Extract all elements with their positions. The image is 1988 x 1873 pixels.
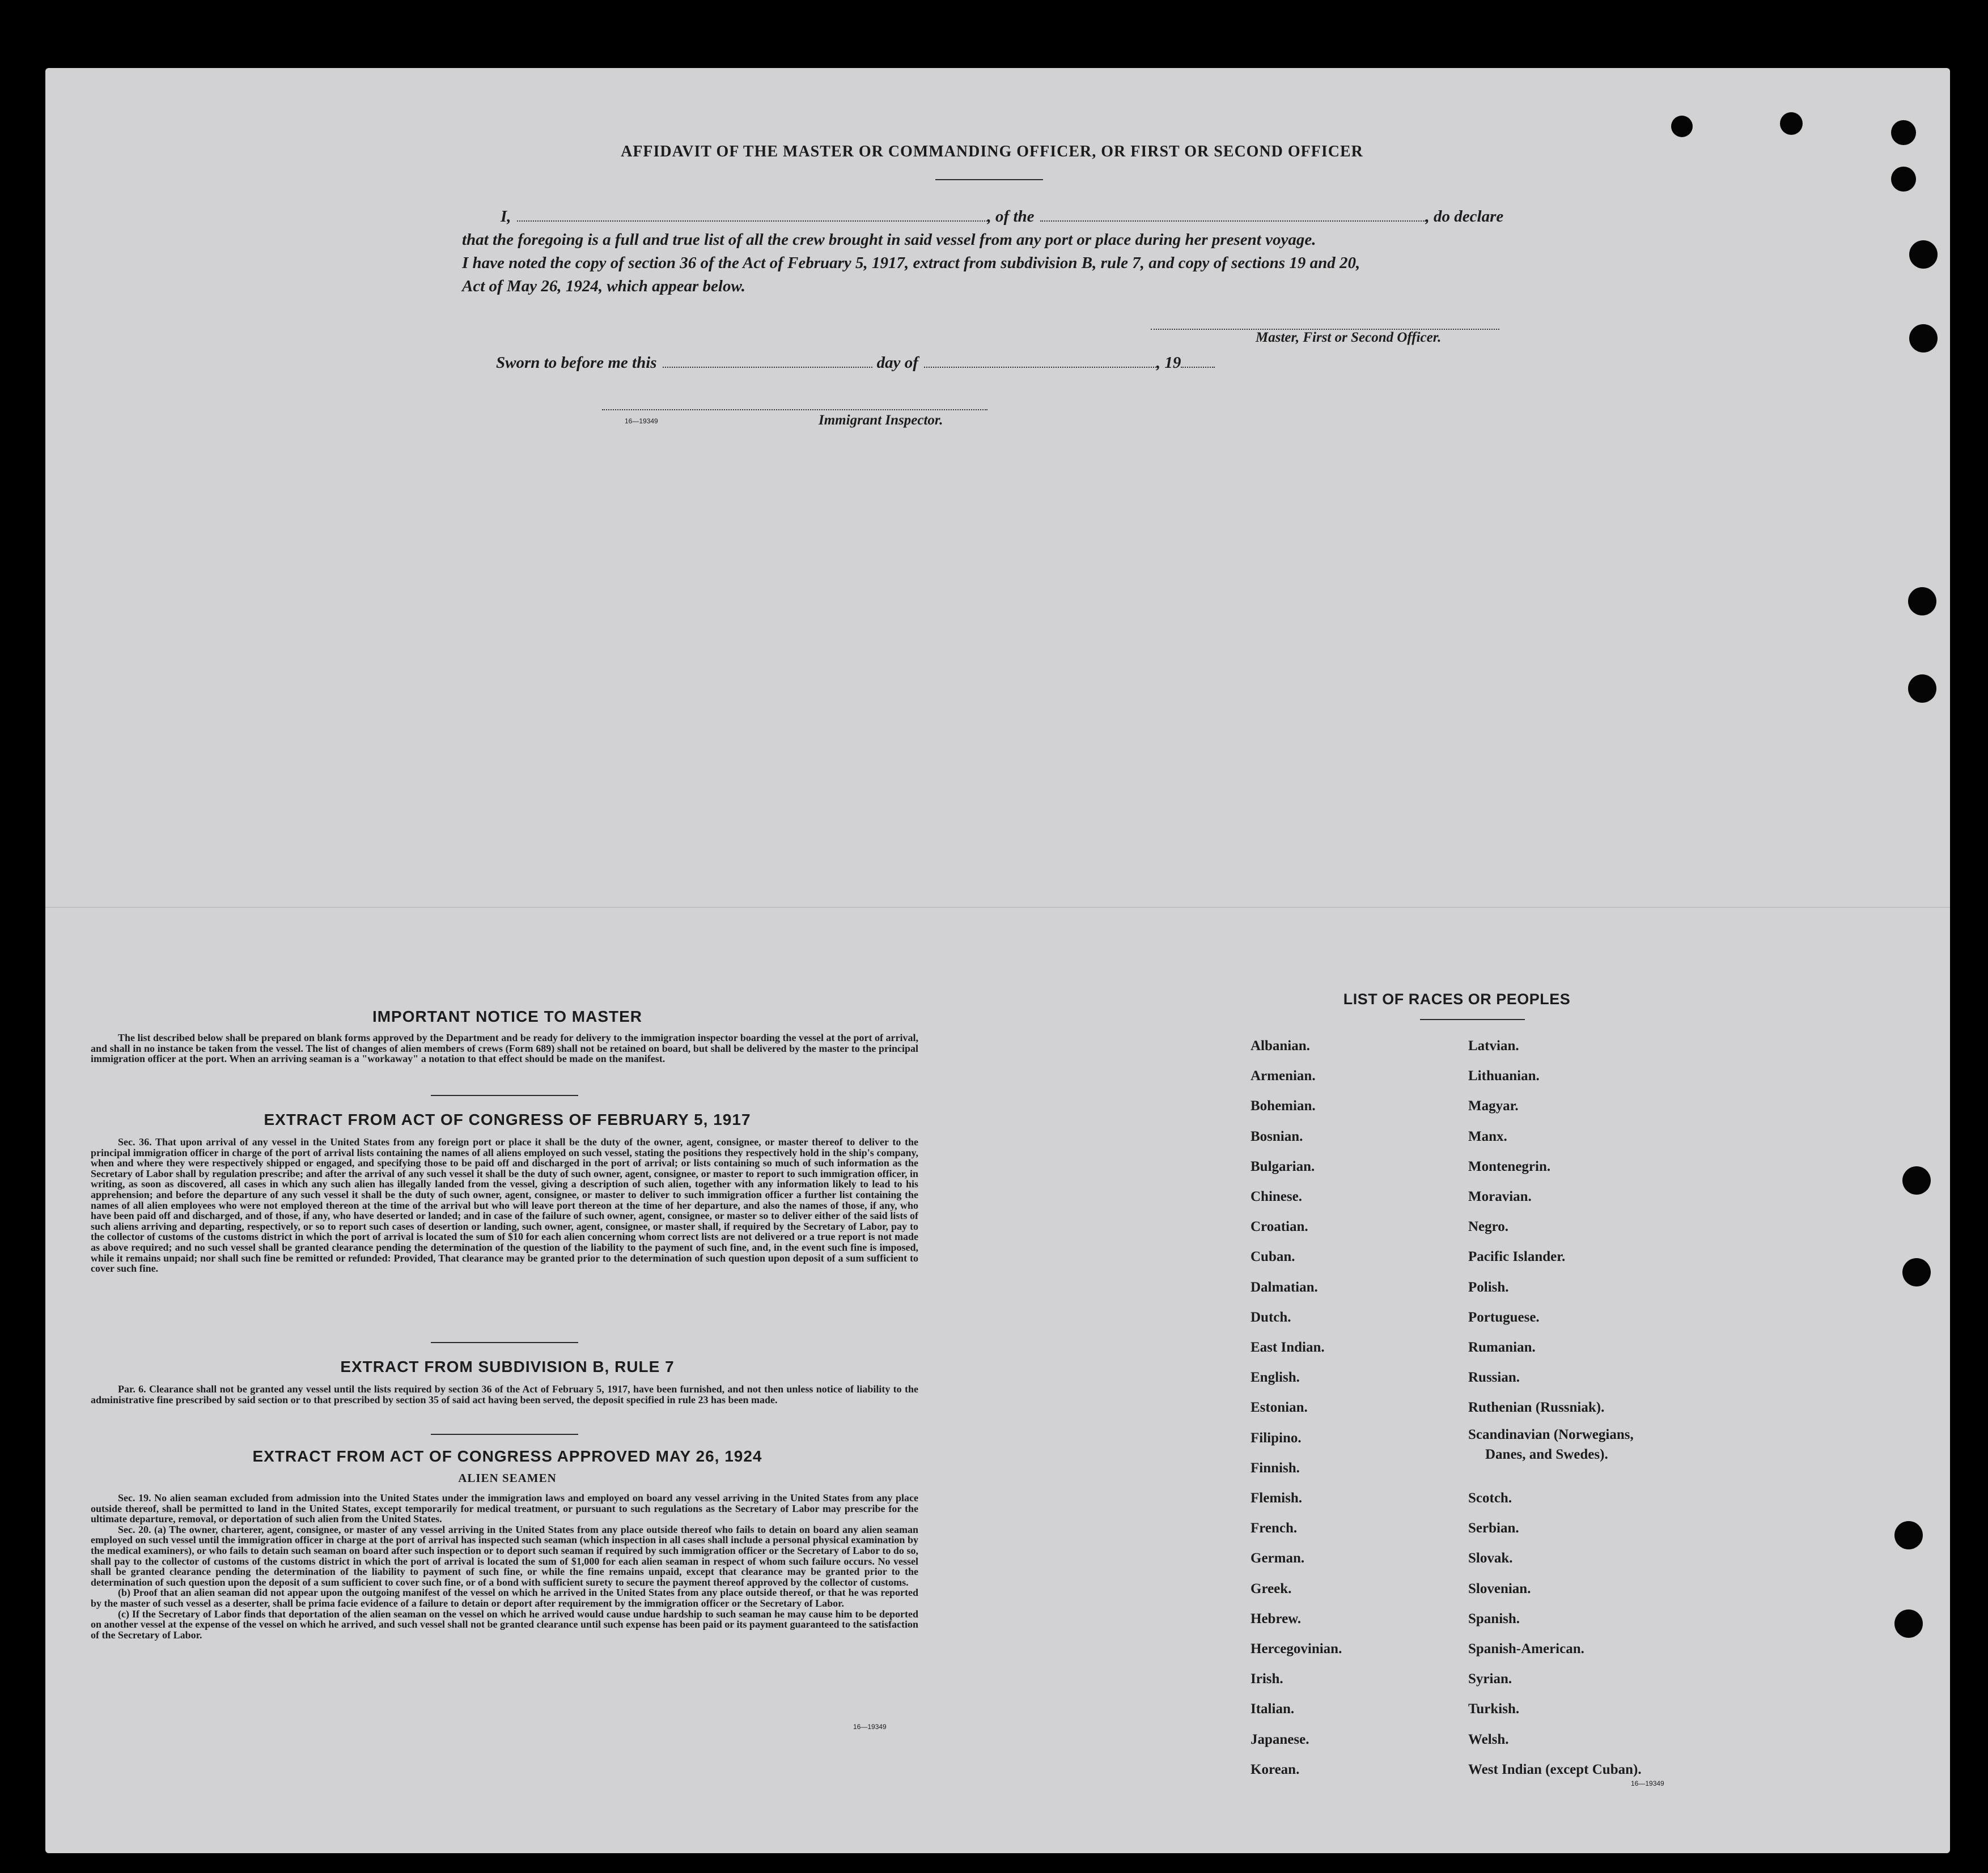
fold-line bbox=[45, 907, 1950, 908]
binder-hole bbox=[1894, 1609, 1923, 1638]
race-item: Spanish-American. bbox=[1468, 1641, 1584, 1657]
inspector-signature-line[interactable] bbox=[602, 409, 987, 410]
race-item: French. bbox=[1251, 1521, 1298, 1536]
race-item: Moravian. bbox=[1468, 1189, 1532, 1204]
race-item: Dutch. bbox=[1251, 1309, 1291, 1325]
year-blank[interactable] bbox=[1181, 355, 1215, 368]
race-item: Hercegovinian. bbox=[1251, 1641, 1342, 1657]
race-item: English. bbox=[1251, 1370, 1300, 1386]
section-19: Sec. 19. No alien seaman excluded from admission into the United States under the immigration laws and employed on board any vessel arriving in the United States from any place outside thereof, shall be permitted to land in the United States, except temporarily for medical treatment, or pursuant to such regulations as the Secretary of Labor may prescribe for the ultimate departure, removal, or deportation of such alien from the United States. bbox=[91, 1492, 918, 1525]
form-number-left: 16—19349 bbox=[853, 1723, 887, 1731]
race-item: Scandinavian (Norwegians, bbox=[1468, 1427, 1634, 1443]
race-item: Irish. bbox=[1251, 1671, 1283, 1687]
race-item: Spanish. bbox=[1468, 1611, 1520, 1626]
declaration-line-1 bbox=[462, 205, 1522, 228]
race-item: Croatian. bbox=[1251, 1219, 1308, 1235]
notice-text: The list described below shall be prepared on blank forms approved by the Department and be ready for delivery to the immigration inspector boarding the vessel at the port of arrival, and shall in no instance be taken from the vessel. The list of changes of alien members of crews (Form 689) shall not be retained on board, but shall be delivered by the master to the principal immigration officer at the port. When an arriving seaman is a "workaway" a notation to that effect should be made on the manifest. bbox=[91, 1032, 918, 1065]
race-item: West Indian (except Cuban). bbox=[1468, 1761, 1642, 1777]
section-20c: (c) If the Secretary of Labor finds that deportation of the alien seaman on the vessel on which he arrived would cause undue hardship to such seaman he may cause him to be deported on another vessel at the expense of the vessel on which he arrived, and such vessel shall not be granted clearance until such expense has been paid or its payment guaranteed to the satisfaction of the Secretary of Labor. bbox=[91, 1608, 918, 1641]
declarant-prefix: I, bbox=[501, 207, 511, 226]
race-item: Ruthenian (Russniak). bbox=[1468, 1400, 1605, 1416]
extract-1924-text bbox=[91, 1493, 918, 1640]
declaration-line-4: Act of May 26, 1924, which appear below. bbox=[462, 277, 745, 295]
race-item: Greek. bbox=[1251, 1581, 1292, 1596]
of-the-label: , of the bbox=[987, 207, 1035, 226]
binder-hole bbox=[1891, 120, 1916, 145]
binder-hole bbox=[1902, 1166, 1931, 1195]
race-item: Chinese. bbox=[1251, 1189, 1302, 1204]
extract-1924-subtitle: ALIEN SEAMEN bbox=[458, 1471, 557, 1485]
race-item: Latvian. bbox=[1468, 1038, 1519, 1054]
declaration-line-2: that the foregoing is a full and true list of all the crew brought in said vessel from any port or place during her present voyage. bbox=[462, 231, 1316, 249]
race-item: Armenian. bbox=[1251, 1068, 1316, 1084]
binder-hole bbox=[1908, 674, 1936, 703]
binder-hole bbox=[1909, 324, 1938, 352]
race-item: Magyar. bbox=[1468, 1098, 1519, 1114]
race-item: Portuguese. bbox=[1468, 1309, 1540, 1325]
month-blank[interactable] bbox=[924, 355, 1156, 368]
race-item: Albanian. bbox=[1251, 1038, 1310, 1054]
race-item: Filipino. bbox=[1251, 1430, 1302, 1446]
binder-hole bbox=[1891, 167, 1916, 192]
extract-1924-title: EXTRACT FROM ACT OF CONGRESS APPROVED MAY 26, 1924 bbox=[252, 1447, 762, 1465]
section-divider bbox=[431, 1434, 578, 1435]
sworn-statement bbox=[496, 354, 1215, 372]
race-item: Bulgarian. bbox=[1251, 1158, 1315, 1174]
race-item: Italian. bbox=[1251, 1701, 1295, 1717]
sworn-label: Sworn to before me this bbox=[496, 354, 657, 372]
race-item: Slovenian. bbox=[1468, 1581, 1531, 1596]
inspector-caption: Immigrant Inspector. bbox=[819, 413, 943, 428]
binder-hole bbox=[1671, 116, 1693, 137]
race-item: Hebrew. bbox=[1251, 1611, 1302, 1626]
section-20a: Sec. 20. (a) The owner, charterer, agent, consignee, or master of any vessel arriving in the United States from any place outside thereof who fails to detain on board any alien seaman employed on such vessel until the immigration officer in charge at the port of arrival has inspected such seaman (which inspection in all cases shall include a personal physical examination by the medical examiners), or who fails to detain such seaman on board after such inspection or to deport such seaman if required by such immigration officer or the Secretary of Labor to do so, shall pay to the collector of customs of the customs district in which the port of arrival is located the sum of $1,000 for each alien seaman in respect of whom such failure occurs. No vessel shall be granted clearance pending the determination of the liability to payment of such fine, or while the fine remains unpaid, except that clearance may be granted prior to the determination of such question upon the deposit of a sum sufficient to cover such fine, or of a bond with sufficient surety to secure the payment thereof approved by the collector of customs. bbox=[91, 1523, 918, 1588]
form-number-top: 16—19349 bbox=[625, 417, 658, 425]
race-item: Turkish. bbox=[1468, 1701, 1520, 1717]
race-item: Welsh. bbox=[1468, 1731, 1509, 1747]
affidavit-declaration bbox=[462, 205, 1522, 298]
race-item: Japanese. bbox=[1251, 1731, 1309, 1747]
race-item: Montenegrin. bbox=[1468, 1158, 1551, 1174]
race-item: Finnish. bbox=[1251, 1460, 1300, 1476]
binder-hole bbox=[1908, 587, 1936, 615]
race-item: Negro. bbox=[1468, 1219, 1509, 1235]
race-item: German. bbox=[1251, 1551, 1305, 1566]
extract-1917-text: Sec. 36. That upon arrival of any vessel in the United States from any foreign port or place it shall be the duty of the owner, agent, consignee, or master thereof to deliver to the principal immigration officer in charge of the port of arrival lists containing the names of all aliens employed on such vessel, stating the positions they respectively hold in the ship's company, when and where they were respectively shipped or engaged, and specifying those to be paid off and discharged in the port of arrival; or lists containing so much of such information as the Secretary of Labor shall by regulation prescribe; and after the arrival of any such vessel it shall be the duty of such owner, agent, consignee, or master to report to such immigration officer, in writing, as soon as discovered, all cases in which any such alien has illegally landed from the vessel, giving a description of such alien, together with any information likely to lead to his apprehension; and before the departure of any such vessel it shall be the duty of such owner, agent, consignee, or master to deliver to such immigration officer a further list containing the names of all alien employees who were not employed thereon at the time of the arrival but who will leave port thereon at the time of her departure, and also the names of those, if any, who have been paid off and discharged, and of those, if any, who have deserted or landed; and in case of the failure of such owner, agent, consignee, or master so to deliver either of the said lists of such aliens arriving and departing, respectively, or so to report such cases of desertion or landing, such owner, agent, consignee, or master shall, if required by the Secretary of Labor, pay to the collector of customs of the customs district in which the port of arrival is located the sum of $10 for each alien concerning whom correct lists are not delivered or a true report is not made as above required; and no such vessel shall be granted clearance pending the determination of the question of the liability to the payment of such fine, and, in the event such fine is imposed, while it remains unpaid; nor shall such fine be remitted or refunded: Provided, That clearance may be granted prior to the determination of such question upon deposit of a sum sufficient to cover such fine. bbox=[91, 1136, 918, 1275]
extract-rule7-text: Par. 6. Clearance shall not be granted any vessel until the lists required by section 36 of the Act of February 5, 1917, have been furnished, and not then unless notice of liability to the administrative fine prescribed by said section or to that prescribed by section 35 of said act having been served, the deposit specified in rule 23 has been made. bbox=[91, 1383, 918, 1405]
vessel-blank[interactable] bbox=[1040, 209, 1426, 222]
race-item: Bosnian. bbox=[1251, 1128, 1303, 1144]
binder-hole bbox=[1894, 1521, 1923, 1549]
race-item: Cuban. bbox=[1251, 1249, 1295, 1265]
year-label: , 19 bbox=[1156, 354, 1181, 372]
name-blank[interactable] bbox=[517, 209, 987, 222]
affidavit-title: AFFIDAVIT OF THE MASTER OR COMMANDING OFFICER, OR FIRST OR SECOND OFFICER bbox=[621, 143, 1363, 160]
race-item: Flemish. bbox=[1251, 1490, 1302, 1506]
do-declare-label: , do declare bbox=[1425, 207, 1504, 226]
day-blank[interactable] bbox=[663, 355, 872, 368]
race-item: Slovak. bbox=[1468, 1551, 1513, 1566]
race-item: Manx. bbox=[1468, 1128, 1507, 1144]
race-item: Russian. bbox=[1468, 1370, 1520, 1386]
race-item: Lithuanian. bbox=[1468, 1068, 1540, 1084]
binder-hole bbox=[1902, 1258, 1931, 1286]
master-signature-caption: Master, First or Second Officer. bbox=[1256, 330, 1442, 345]
race-item: Bohemian. bbox=[1251, 1098, 1316, 1114]
form-number-right: 16—19349 bbox=[1631, 1779, 1664, 1787]
race-item: Pacific Islander. bbox=[1468, 1249, 1566, 1265]
race-item: Scotch. bbox=[1468, 1490, 1512, 1506]
race-item: Dalmatian. bbox=[1251, 1279, 1318, 1295]
races-divider bbox=[1420, 1019, 1525, 1020]
section-divider bbox=[431, 1342, 578, 1343]
race-item: Serbian. bbox=[1468, 1521, 1519, 1536]
section-divider bbox=[431, 1095, 578, 1096]
declaration-line-3: I have noted the copy of section 36 of the Act of February 5, 1917, extract from subdivision B, rule 7, and copy of sections 19 and 20, bbox=[462, 254, 1360, 272]
race-item: Estonian. bbox=[1251, 1400, 1308, 1416]
race-item: East Indian. bbox=[1251, 1340, 1325, 1355]
race-item: Korean. bbox=[1251, 1761, 1300, 1777]
race-item: Polish. bbox=[1468, 1279, 1509, 1295]
binder-hole bbox=[1780, 112, 1803, 135]
day-of-label: day of bbox=[876, 354, 918, 372]
binder-hole bbox=[1909, 240, 1938, 269]
section-20b: (b) Proof that an alien seaman did not appear upon the outgoing manifest of the vessel on which he arrived in the United States from any place outside thereof, or that he was reported by the master of such vessel as a deserter, shall be prima facie evidence of a failure to detain or deport after requirement by the immigration officer or the Secretary of Labor. bbox=[91, 1587, 918, 1609]
title-divider bbox=[935, 179, 1043, 180]
notice-title: IMPORTANT NOTICE TO MASTER bbox=[372, 1008, 643, 1025]
extract-rule7-title: EXTRACT FROM SUBDIVISION B, RULE 7 bbox=[340, 1358, 675, 1375]
race-item: Danes, and Swedes). bbox=[1485, 1446, 1608, 1462]
races-title: LIST OF RACES OR PEOPLES bbox=[1343, 991, 1571, 1008]
race-item: Rumanian. bbox=[1468, 1340, 1536, 1355]
race-item: Syrian. bbox=[1468, 1671, 1512, 1687]
extract-1917-title: EXTRACT FROM ACT OF CONGRESS OF FEBRUARY 5, 1917 bbox=[264, 1111, 751, 1128]
